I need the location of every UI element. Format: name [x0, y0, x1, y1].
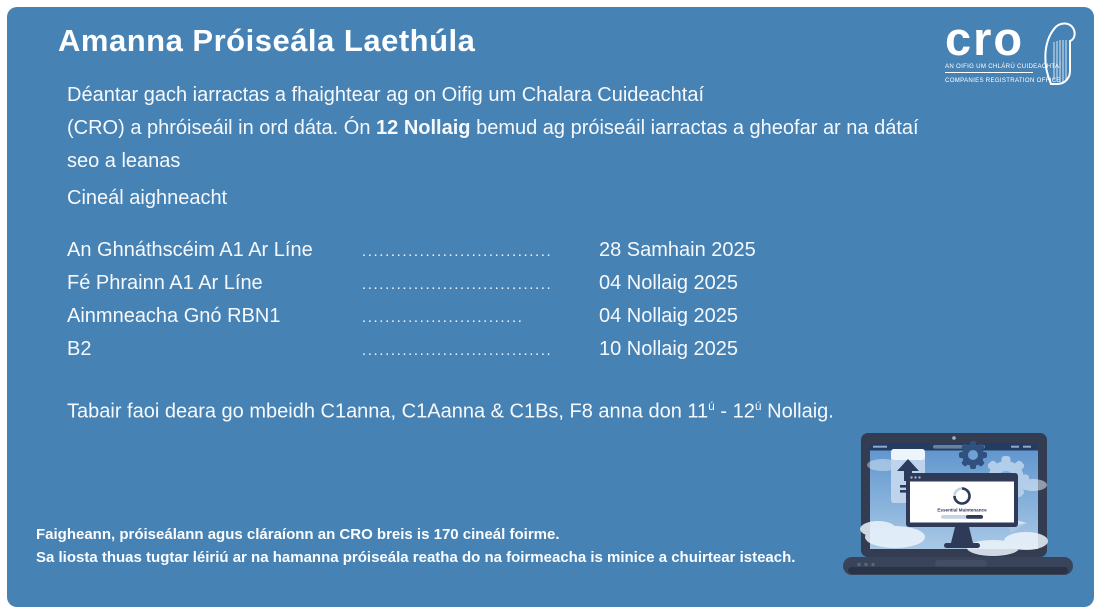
processing-date: 04 Nollaig 2025	[599, 272, 738, 294]
ordinal-superscript: ú	[708, 399, 715, 413]
cro-logo-text-block	[945, 12, 1062, 84]
laptop-base	[843, 557, 1073, 575]
processing-date: 10 Nollaig 2025	[599, 338, 738, 360]
intro-line-2: (CRO) a phróiseáil in ord dáta. Ón 12 Nollaig bemud ag próiseáil iarractas a gheofar ar na dátaí	[67, 117, 919, 139]
cro-logo-wordmark: cro	[945, 12, 1025, 65]
deadline-date: 12 Nollaig	[376, 117, 471, 139]
processing-dates-list	[67, 234, 756, 366]
maintenance-label: Essential Maintenance	[937, 507, 987, 513]
gear-icon-small	[959, 441, 987, 469]
list-item	[67, 267, 756, 300]
webcam-dot-icon	[952, 436, 956, 440]
list-heading: Cineál aighneacht	[67, 187, 228, 209]
processing-date: 04 Nollaig 2025	[599, 305, 738, 327]
page-title: Amanna Próiseála Laethúla	[58, 23, 476, 58]
progress-bar	[941, 515, 983, 519]
dot-leader: .................................	[362, 276, 553, 293]
cro-logo-line-irish: AN OIFIG UM CHLÁRÚ CUIDEACHTAÍ	[945, 63, 1062, 70]
processing-date: 28 Samhain 2025	[599, 239, 756, 261]
harp-icon	[1040, 21, 1080, 87]
dot-leader: ............................	[362, 309, 524, 326]
list-item	[67, 333, 756, 366]
form-type-label: Ainmneacha Gnó RBN1	[67, 305, 281, 327]
footer-line-1: Faigheann, próiseálann agus cláraíonn an CRO breis is 170 cineál foirme.	[36, 526, 560, 543]
cro-logo-line-english: COMPANIES REGISTRATION OFFICE	[945, 77, 1061, 84]
notice-panel	[7, 7, 1094, 607]
note-line: Tabair faoi deara go mbeidh C1anna, C1Aanna & C1Bs, F8 anna don $11^ú - 12^ú$ Nollaig.	[67, 399, 834, 423]
cro-logo-divider	[945, 72, 1033, 73]
cro-logo	[945, 12, 1080, 87]
list-item	[67, 300, 756, 333]
form-type-label: An Ghnáthscéim A1 Ar Líne	[67, 239, 313, 261]
footer-text	[36, 524, 795, 569]
list-item	[67, 234, 756, 267]
monitor-base	[944, 543, 980, 548]
intro-line-3: seo a leanas	[67, 150, 181, 172]
form-type-label: B2	[67, 338, 92, 360]
dot-leader: .................................	[362, 342, 553, 359]
dot-leader: .................................	[362, 243, 553, 260]
form-type-label: Fé Phrainn A1 Ar Líne	[67, 272, 263, 294]
footer-line-2: Sa liosta thuas tugtar léiriú ar na hamanna próiseála reatha do na foirmeacha is minice a chuirtear isteach.	[36, 548, 796, 566]
ordinal-superscript: ú	[754, 399, 762, 413]
intro-line-1: Déantar gach iarractas a fhaightear ag on Oifig um Chalara Cuideachtaí	[67, 84, 705, 106]
intro-paragraph	[67, 79, 919, 178]
laptop-illustration	[843, 433, 1073, 579]
